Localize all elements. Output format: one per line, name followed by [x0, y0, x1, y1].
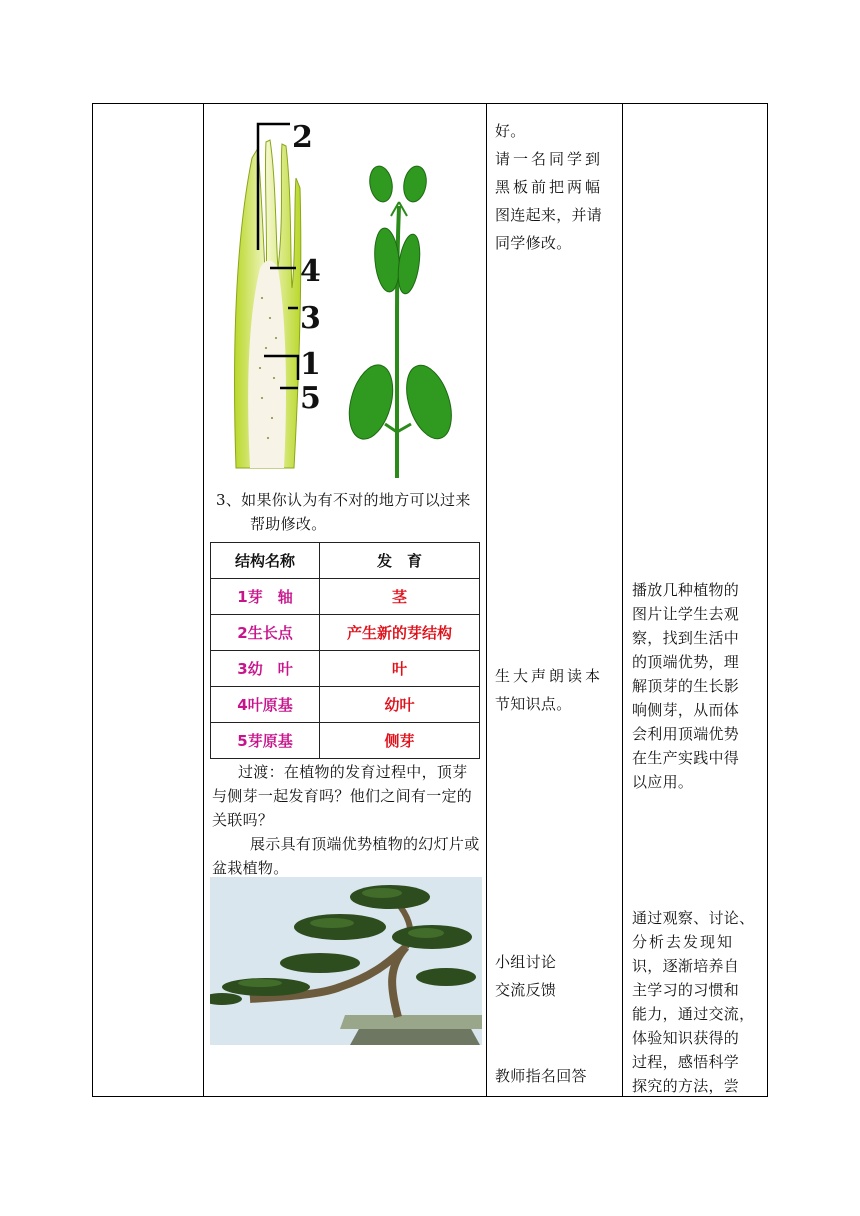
text-line: 识，逐渐培养自 — [632, 957, 740, 975]
development-result: 产生新的芽结构 — [320, 615, 480, 651]
item-3-text: 3、如果你认为有不对的地方可以过来帮助修改。 — [216, 491, 471, 533]
text-line: 体验知识获得的 — [632, 1029, 740, 1047]
show-text: 展示具有顶端优势植物的幻灯片或盆栽植物。 — [212, 835, 480, 877]
text-line: 能力，通过交流， — [632, 1005, 755, 1023]
col4-play-text — [632, 578, 762, 794]
diagram-label-3: 3 — [300, 301, 321, 336]
diagram-label-4: 4 — [300, 254, 321, 289]
structure-name: 2生长点 — [211, 615, 320, 651]
diagram-label-2: 2 — [292, 120, 313, 155]
text-line: 节知识点。 — [495, 695, 572, 713]
col3-read-text — [495, 662, 620, 718]
col3-discuss-text — [495, 948, 620, 1004]
text-line: 黑板前把两幅 — [495, 178, 604, 196]
development-result: 侧芽 — [320, 723, 480, 759]
text-line: 分析去发现知 — [632, 933, 735, 951]
text-line: 生大声朗读本 — [495, 667, 604, 685]
text-line: 播放几种植物的 — [632, 581, 740, 599]
development-result: 幼叶 — [320, 687, 480, 723]
text-line: 图片让学生去观 — [632, 605, 740, 623]
text-line: 解顶芽的生长影 — [632, 677, 740, 695]
development-result: 叶 — [320, 651, 480, 687]
col3-answer-text: 教师指名回答 — [495, 1067, 587, 1085]
column-divider — [622, 104, 623, 1096]
development-table — [210, 542, 480, 759]
diagram-label-5: 5 — [300, 381, 321, 416]
plant-stem-image — [345, 162, 455, 480]
text-line: 探究的方法，尝 — [632, 1077, 740, 1095]
structure-name: 4叶原基 — [211, 687, 320, 723]
text-line: 响侧芽，从而体 — [632, 701, 740, 719]
structure-name: 3幼 叶 — [211, 651, 320, 687]
structure-name: 5芽原基 — [211, 723, 320, 759]
col3-top-text — [495, 117, 615, 257]
bonsai-image — [210, 877, 482, 1045]
diagram-label-1: 1 — [300, 347, 321, 382]
text-line: 会利用顶端优势 — [632, 725, 740, 743]
text-line: 交流反馈 — [495, 981, 557, 999]
text-line: 好。 — [495, 122, 526, 140]
text-line: 同学修改。 — [495, 234, 572, 252]
header-development: 发 育 — [320, 543, 480, 579]
structure-name: 1芽 轴 — [211, 579, 320, 615]
transition-text: 过渡：在植物的发育过程中，顶芽与侧芽一起发育吗？他们之间有一定的关联吗？ — [212, 763, 473, 829]
text-line: 请一名同学到 — [495, 150, 604, 168]
text-line: 在生产实践中得 — [632, 749, 740, 767]
text-line: 的顶端优势，理 — [632, 653, 740, 671]
col4-observe-text — [632, 906, 762, 1098]
text-line: 图连起来，并请 — [495, 206, 603, 224]
text-line: 察，找到生活中 — [632, 629, 740, 647]
column-divider — [486, 104, 487, 1096]
column-divider — [203, 104, 204, 1096]
header-structure: 结构名称 — [211, 543, 320, 579]
development-result: 茎 — [320, 579, 480, 615]
text-line: 过程，感悟科学 — [632, 1053, 740, 1071]
text-line: 小组讨论 — [495, 953, 557, 971]
text-line: 通过观察、讨论、 — [632, 909, 755, 927]
text-line: 以应用。 — [632, 773, 694, 791]
text-line: 主学习的习惯和 — [632, 981, 740, 999]
bud-structure-diagram — [222, 118, 334, 478]
